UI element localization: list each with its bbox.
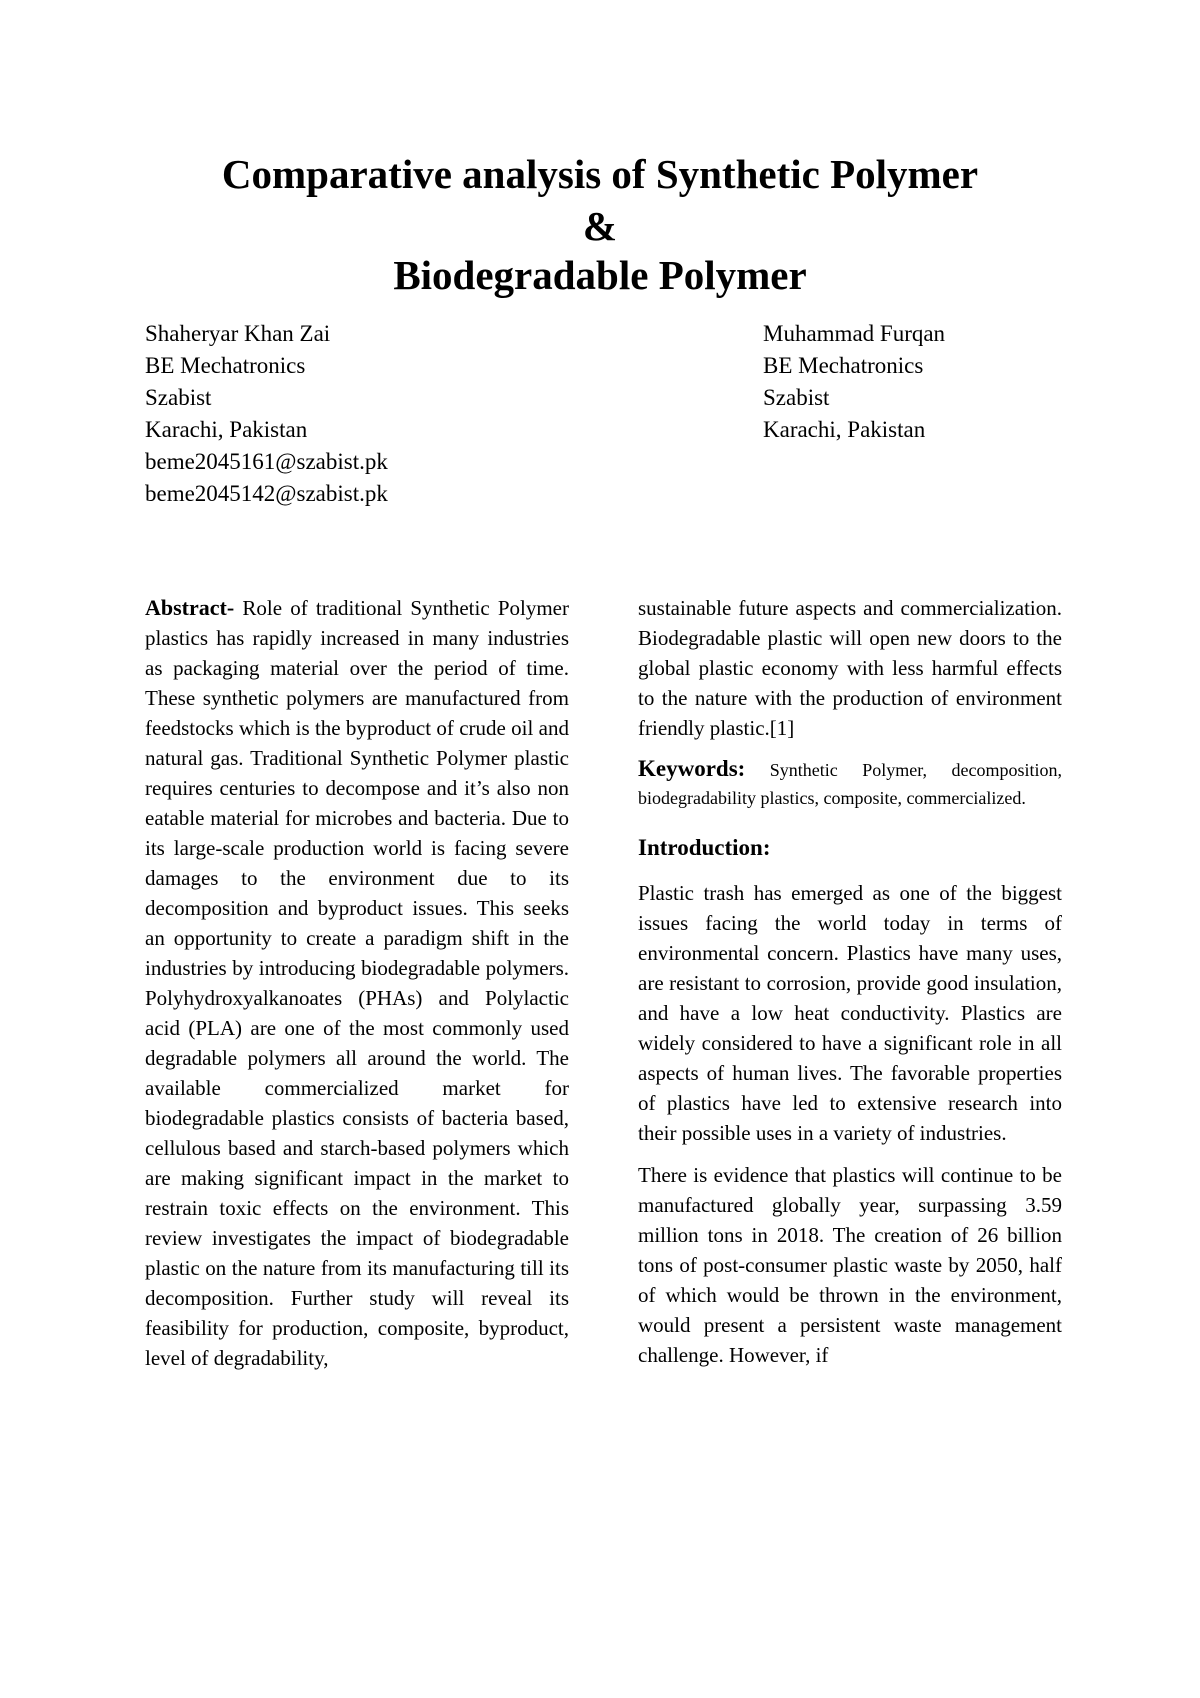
keywords-text: Synthetic Polymer, decomposition, biodegradability plastics, composite, commercialized. <box>638 760 1062 808</box>
author-institution: Szabist <box>763 385 830 410</box>
paper-title-ampersand: & <box>582 203 618 249</box>
paper-title-line-1: Comparative analysis of Synthetic Polymer <box>221 151 979 197</box>
author-program: BE Mechatronics <box>145 353 306 378</box>
author-location: Karachi, Pakistan <box>145 417 308 442</box>
author-program: BE Mechatronics <box>763 353 924 378</box>
author-name: Muhammad Furqan <box>763 321 946 346</box>
left-column <box>145 593 569 1373</box>
author-email: beme2045161@szabist.pk <box>145 449 388 474</box>
keywords-label: Keywords: <box>638 756 746 781</box>
author-name: Shaheryar Khan Zai <box>145 321 331 346</box>
abstract-continuation: sustainable future aspects and commercialization. Biodegradable plastic will open new doors to the global plastic economy with less harmful effects to the nature with the production of environment friendly plastic.[1] <box>638 596 1062 740</box>
keywords-paragraph <box>638 755 1062 812</box>
introduction-heading: Introduction: <box>638 835 771 860</box>
author-location: Karachi, Pakistan <box>763 417 926 442</box>
introduction-paragraph-1: Plastic trash has emerged as one of the biggest issues facing the world today in terms of environmental concern. Plastics have many uses, are resistant to corrosion, provide good insulation, and have a low heat conductivity. Plastics are widely considered to have a significant role in all aspects of human lives. The favorable properties of plastics have led to extensive research into their possible uses in a variety of industries. <box>638 881 1062 1145</box>
paper-title-line-2: Biodegradable Polymer <box>393 252 807 298</box>
right-column <box>638 593 1062 1370</box>
author-email: beme2045142@szabist.pk <box>145 481 388 506</box>
introduction-paragraph-2: There is evidence that plastics will continue to be manufactured globally year, surpassing 3.59 million tons in 2018. The creation of 26 billion tons of post-consumer plastic waste by 2050, half of which would be thrown in the environment, would present a persistent waste management challenge. However, if <box>638 1163 1062 1367</box>
author-right <box>763 318 945 446</box>
author-left <box>145 318 388 510</box>
abstract-label: Abstract- <box>145 595 235 620</box>
author-institution: Szabist <box>145 385 212 410</box>
abstract-text: Role of traditional Synthetic Polymer plastics has rapidly increased in many industries as packaging material over the period of time. These synthetic polymers are manufactured from feedstocks which is the byproduct of crude oil and natural gas. Traditional Synthetic Polymer plastic requires centuries to decompose and it’s also non eatable material for microbes and bacteria. Due to its large-scale production world is facing severe damages to the environment due to its decomposition and byproduct issues. This seeks an opportunity to create a paradigm shift in the industries by introducing biodegradable polymers. Polyhydroxyalkanoates (PHAs) and Polylactic acid (PLA) are one of the most commonly used degradable polymers all around the world. The available commercialized market for biodegradable plastics consists of bacteria based, cellulous based and starch-based polymers which are making significant impact in the market to restrain toxic effects on the environment. This review investigates the impact of biodegradable plastic on the nature from its manufacturing till its decomposition. Further study will reveal its feasibility for production, composite, byproduct, level of degradability, <box>145 596 569 1370</box>
abstract-paragraph <box>145 593 569 1373</box>
